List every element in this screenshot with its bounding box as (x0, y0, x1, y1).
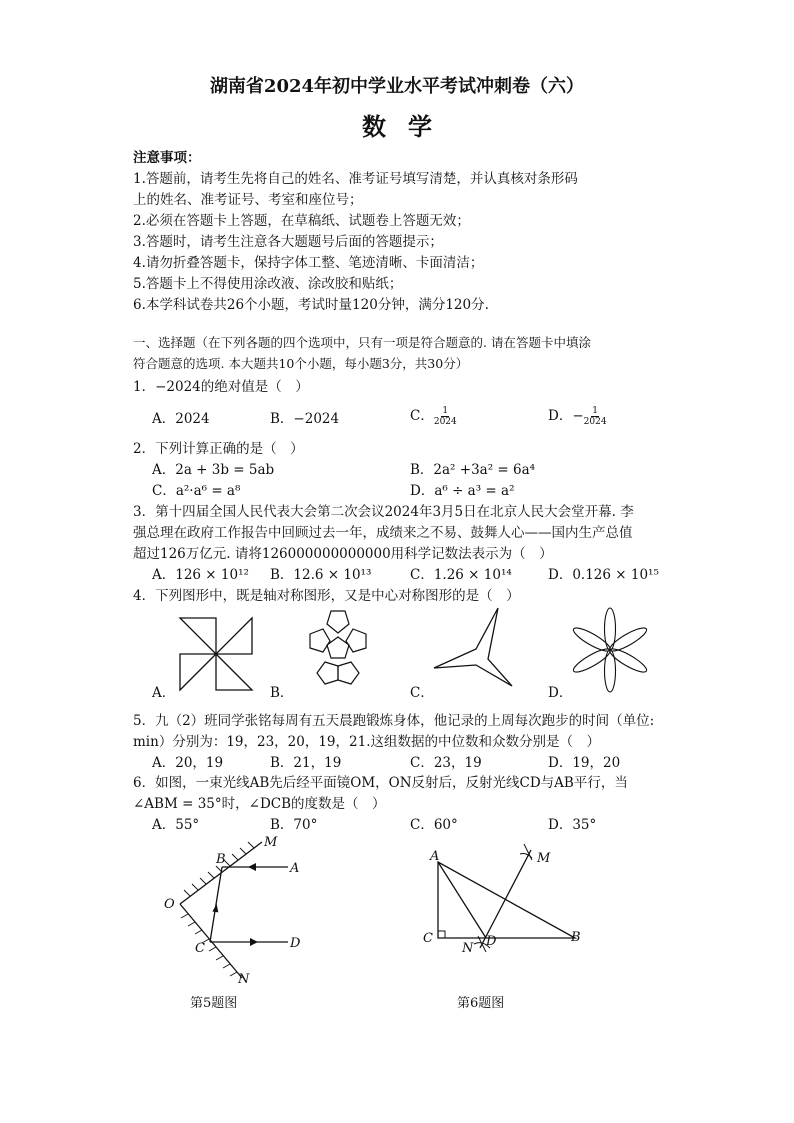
q6-option-d: D．35° (548, 817, 597, 833)
label-a: A (290, 861, 300, 876)
label-c: C (195, 941, 205, 956)
q2-option-a: A．2a + 3b = 5ab (152, 462, 275, 478)
label-d: D (290, 936, 301, 951)
note-line: 5.答题卡上不得使用涂改液、涂改胶和贴纸； (133, 276, 403, 292)
line-ad (438, 862, 486, 938)
subject-title: 数学 (362, 112, 454, 141)
q6-option-b: B．70° (270, 817, 318, 833)
fraction-denominator: 2024 (433, 417, 457, 427)
figure-6-triangle-diagram (420, 840, 590, 960)
question-1-stem: 1．−2024的绝对值是（ ） (133, 379, 309, 395)
figure-5-mirror-diagram (150, 832, 320, 992)
q5-option-a: A．20，19 (152, 755, 224, 771)
q2-option-b: B．2a² +3a² = 6a⁴ (410, 462, 536, 478)
note-line: 4.请勿折叠答题卡，保持字体工整、笔迹清晰、卡面清洁； (133, 255, 484, 271)
label-b: B (216, 852, 226, 867)
mirror-on (180, 904, 242, 978)
question-4-stem: 4．下列图形中，既是轴对称图形，又是中心对称图形的是（ ） (133, 588, 520, 604)
label-b: B (571, 930, 581, 945)
question-3-line: 强总理在政府工作报告中回顾过去一年，成绩来之不易、鼓舞人心——国内生产总值 (133, 525, 633, 541)
label-o: O (164, 897, 175, 912)
ray-bc (210, 867, 222, 942)
q5-option-d: D．19，20 (548, 755, 621, 771)
pentagon-flower-figure (291, 607, 385, 697)
q2-option-d: D．a⁶ ÷ a³ = a² (410, 483, 515, 499)
label-m: M (264, 835, 278, 850)
three-point-star-figure (432, 606, 516, 692)
exam-title: 湖南省2024年初中学业水平考试冲刺卷（六） (209, 76, 585, 97)
q4-option-b: B． (270, 685, 294, 701)
q3-option-d: D．0.126 × 10¹⁵ (548, 567, 659, 583)
note-line: 6.本学科试卷共26个小题，考试时量120分钟，满分120分. (133, 297, 489, 313)
q1-option-d (548, 404, 607, 427)
question-2-stem: 2．下列计算正确的是（ ） (133, 441, 304, 457)
q6-option-a: A．55° (152, 817, 200, 833)
q3-option-c: C．1.26 × 10¹⁴ (410, 567, 512, 583)
q4-option-a: A． (152, 685, 176, 701)
q1-option-a: A．2024 (152, 411, 210, 427)
six-petal-flower-figure (565, 606, 655, 694)
q4-option-d: D． (548, 685, 573, 701)
q5-option-c: C．23，19 (410, 755, 482, 771)
q1-option-b: B．−2024 (270, 411, 340, 427)
note-line: 3.答题时，请考生注意各大题题号后面的答题提示； (133, 234, 443, 250)
question-3-line: 3．第十四届全国人民代表大会第二次会议2024年3月5日在北京人民大会堂开幕. 李 (133, 504, 634, 520)
q1-option-c-label: C． (410, 408, 434, 424)
note-line: 1.答题前，请考生先将自己的姓名、准考证号填写清楚，并认真核对条形码 (133, 171, 578, 187)
label-a: A (430, 849, 440, 864)
figure-5-caption: 第5题图 (190, 996, 238, 1011)
note-line: 上的姓名、准考证号、考室和座位号； (133, 192, 363, 208)
q3-option-b: B．12.6 × 10¹³ (270, 567, 372, 583)
question-6-line: ∠ABM = 35°时，∠DCB的度数是（ ） (133, 796, 386, 812)
q5-option-b: B．21，19 (270, 755, 342, 771)
note-line: 2.必须在答题卡上答题，在草稿纸、试题卷上答题无效； (133, 213, 470, 229)
label-c: C (423, 931, 433, 946)
pinwheel-figure (176, 614, 256, 694)
fraction-denominator: 2024 (583, 417, 607, 427)
q1-option-c-fraction (434, 406, 457, 427)
q2-option-c: C．a²·a⁶ = a⁸ (152, 483, 241, 499)
label-d: D (486, 934, 497, 949)
question-6-line: 6．如图，一束光线AB先后经平面镜OM，ON反射后，反射光线CD与AB平行，当 (133, 775, 628, 791)
q1-option-c (410, 404, 457, 427)
label-n: N (462, 941, 474, 956)
triangle-acb (438, 862, 575, 938)
q4-option-c: C． (410, 685, 434, 701)
fraction-numerator: 1 (592, 406, 598, 416)
question-5-line: min）分别为：19，23，20，19，21.这组数据的中位数和众数分别是（ ） (133, 734, 600, 750)
q3-option-a: A．126 × 10¹² (152, 567, 249, 583)
question-3-line: 超过126万亿元. 请将126000000000000用科学记数法表示为（ ） (133, 546, 553, 562)
section-heading-cont: 符合题意的选项. 本大题共10个小题，每小题3分，共30分） (133, 356, 469, 371)
section-heading: 一、选择题（在下列各题的四个选项中，只有一项是符合题意的. 请在答题卡中填涂 (133, 335, 591, 350)
figure-6-caption: 第6题图 (457, 996, 505, 1011)
q1-option-d-label: D．− (548, 408, 584, 424)
fraction-numerator: 1 (442, 406, 449, 416)
label-m: M (537, 851, 551, 866)
notes-heading: 注意事项： (133, 150, 201, 166)
q1-option-d-fraction (584, 406, 607, 427)
label-n: N (238, 972, 250, 987)
q6-option-c: C．60° (410, 817, 458, 833)
question-5-line: 5．九（2）班同学张铭每周有五天晨跑锻炼身体，他记录的上周每次跑步的时间（单位: (133, 713, 655, 729)
